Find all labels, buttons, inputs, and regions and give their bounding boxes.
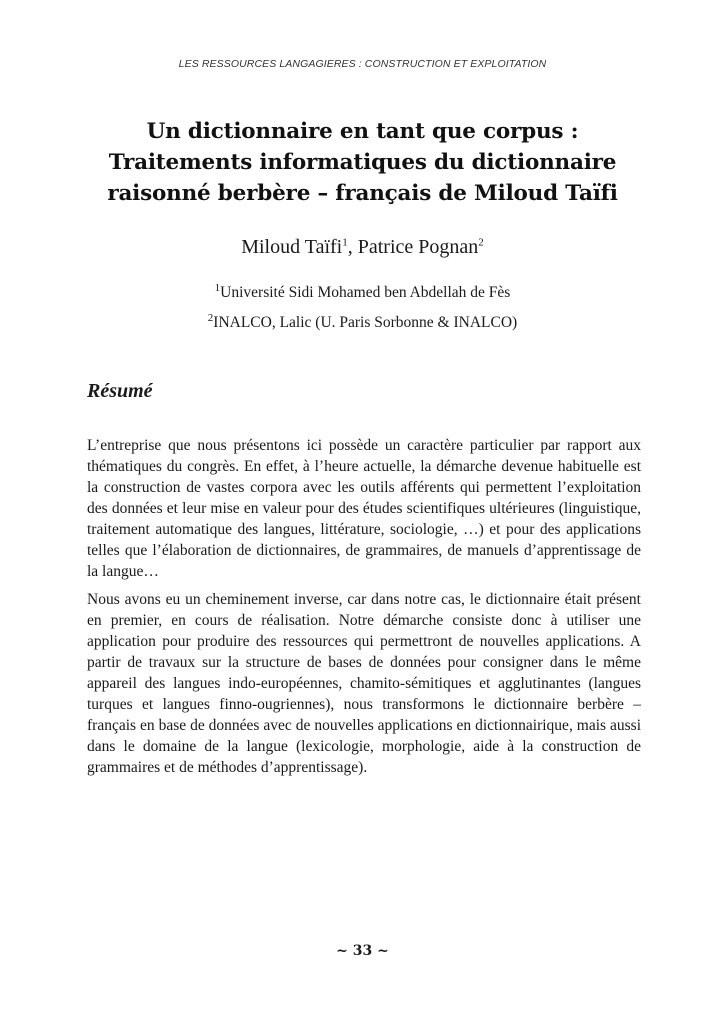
- author-1-affiliation-mark: 1: [342, 236, 348, 249]
- affiliation-2-text: INALCO, Lalic (U. Paris Sorbonne & INALCO): [213, 314, 518, 331]
- abstract-paragraph-2: Nous avons eu un cheminement inverse, car dans notre cas, le dictionnaire était présent en premier, en cours de réalisation. Notre démarche consiste donc à utiliser une application pour produire des ressources qui permettront de nouvelles applications. A partir de travaux sur la structure de bases de données pour consigner dans le même appareil des langues indo-européennes, chamito-sémitiques et agglutinantes (langues turques et langues finno-ougriennes), nous transformons le dictionnaire berbère – français en base de données avec de nouvelles applications en dictionnairique, mais aussi dans le domaine de la langue (lexicologie, morphologie, aide à la construction de grammaires et de méthodes d’apprentissage).: [87, 591, 641, 776]
- title-line-2: Traitements informatiques du dictionnaire: [108, 150, 617, 175]
- title-line-3: raisonné berbère – français de Miloud Taïfi: [107, 181, 618, 206]
- title-line-1: Un dictionnaire en tant que corpus :: [146, 119, 579, 144]
- page-number: ~ 33 ~: [336, 943, 389, 959]
- affiliation-1: [0, 281, 725, 302]
- paper-title: [0, 116, 725, 209]
- affiliation-2: [0, 311, 725, 332]
- author-separator: ,: [347, 236, 358, 258]
- author-2-affiliation-mark: 2: [478, 236, 484, 249]
- affiliation-2-mark: 2: [207, 311, 214, 324]
- affiliation-1-text: Université Sidi Mohamed ben Abdellah de Fès: [220, 284, 511, 301]
- author-list: [0, 236, 725, 259]
- abstract-paragraph-1: L’entreprise que nous présentons ici possède un caractère particulier par rapport aux thématiques du congrès. En effet, à l’heure actuelle, la démarche devenue habituelle est la construction de vastes corpora avec les outils afférents qui permettent l’exploitation des données et leur mise en valeur pour des études scientifiques ultérieures (linguistique, traitement automatique des langues, littérature, sociologie, …) et pour des applications telles que l’élaboration de dictionnaires, de grammaires, de manuels d’apprentissage de la langue…: [87, 437, 641, 580]
- abstract-heading: Résumé: [87, 380, 153, 402]
- author-name-1: Miloud Taïfi: [241, 236, 343, 258]
- running-header: LES RESSOURCES LANGAGIERES : CONSTRUCTION ET EXPLOITATION: [178, 58, 547, 70]
- author-name-2: Patrice Pognan: [357, 236, 479, 258]
- affiliation-1-mark: 1: [214, 281, 221, 294]
- abstract-body: [87, 435, 641, 785]
